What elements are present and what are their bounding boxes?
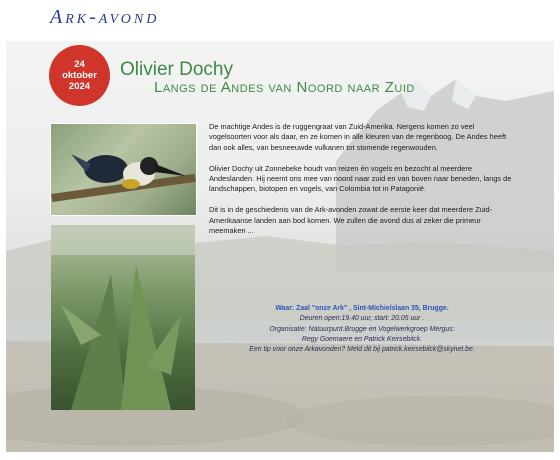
description-paragraph: De machtige Andes is de ruggengraat van Zuid-Amerika. Nergens komen zo veel vogelsoorten voor als daar, en ze komen in alle kleuren van de regenboog. De Andes heeft dan ook alles, van besneeuwde vulkanen tot stomende regenwouden. [209, 122, 507, 152]
organisers-line-1: Organisatie: Natuurpunt.Brugge en Vogelwerkgroep Mergus: [269, 325, 455, 333]
date-badge [49, 45, 110, 106]
event-info [212, 304, 512, 355]
speaker-name: Olivier Dochy [120, 59, 233, 80]
page-header-title: Ark-avond [50, 6, 160, 28]
venue-address: Waar: Zaal "onze Ark" , Sint-Michielslaan 35, Brugge. [275, 305, 449, 312]
event-description [209, 122, 516, 247]
organisers-line-2: Regy Goemaere en Patrick Keirsebilck. [301, 335, 423, 343]
date-year: 2024 [68, 81, 91, 92]
forest-photo [51, 225, 195, 410]
date-day: 24 [74, 59, 85, 70]
talk-title: Langs de Andes van Noord naar Zuid [154, 79, 415, 96]
description-paragraph: Dit is in de geschiedenis van de Ark-avonden zowat de eerste keer dat meerdere Zuid-Amerikaanse landen aan bod komen. We zullen die avond dus al zeker die primeur meemaken ... [209, 205, 493, 236]
description-paragraph: Olivier Dochy uit Zonnebeke houdt van reizen én vogels en bezocht al meerdere Andeslanden. Hij neemt ons mee van noord naar zuid en van boven naar beneden, langs de landschappen, biotopen en vogels, van Colombia tot in Patagonië. [209, 163, 512, 194]
event-panel [6, 41, 554, 452]
event-times: Deuren open:19.40 uur, start: 20.05 uur . [299, 315, 425, 323]
date-month: oktober [62, 70, 97, 81]
toucan-photo [50, 123, 197, 216]
contact-tip: Een tip voor onze Arkavonden? Meld dit bij patrick.keirsebilck@skynet.be. [249, 346, 475, 354]
